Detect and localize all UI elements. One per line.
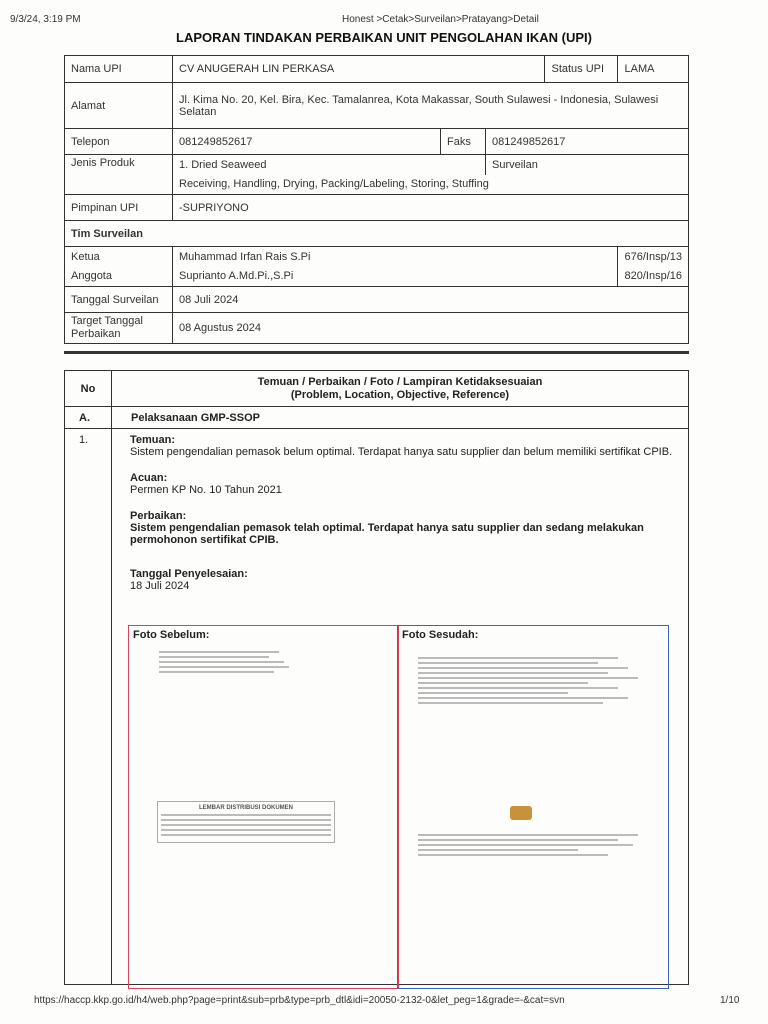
col-header-sub: (Problem, Location, Objective, Reference): [290, 388, 510, 401]
tim-label: Tim Surveilan: [65, 221, 689, 247]
page-title: LAPORAN TINDAKAN PERBAIKAN UNIT PENGOLAHAN IKAN (UPI): [176, 30, 592, 45]
temuan-label: Temuan:: [130, 434, 176, 446]
after-doc-preview: [418, 654, 648, 707]
col-header-main: Temuan / Perbaikan / Foto / Lampiran Ketidaksesuaian: [257, 375, 543, 388]
jenis-value: 1. Dried Seaweed: [173, 155, 486, 175]
perbaikan-text: Sistem pengendalian pemasok telah optimal. Terdapat hanya satu supplier dan sedang melakukan permohonon sertifikat CPIB.: [130, 522, 644, 546]
target-value: 08 Agustus 2024: [173, 313, 689, 344]
proses-value: Receiving, Handling, Drying, Packing/Labeling, Storing, Stuffing: [173, 175, 689, 195]
anggota-value: Suprianto A.Md.Pi.,S.Pi: [173, 267, 618, 287]
print-datetime: 9/3/24, 3:19 PM: [10, 14, 81, 25]
anggota-label: Anggota: [65, 267, 173, 287]
distribution-doc-thumbnail: [157, 801, 335, 843]
tanggal-text: 18 Juli 2024: [130, 580, 190, 592]
photo-before-frame: [128, 625, 399, 989]
status-value: LAMA: [618, 56, 689, 83]
breadcrumb: Honest >Cetak>Surveilan>Pratayang>Detail: [342, 14, 539, 25]
tanggal-label: Tanggal Penyelesaian:: [130, 568, 248, 580]
ketua-label: Ketua: [65, 247, 173, 267]
item-no: 1.: [65, 429, 112, 985]
page-number: 1/10: [720, 995, 740, 1006]
telepon-value: 081249852617: [173, 129, 441, 155]
item-content: [130, 434, 678, 592]
garuda-emblem-icon: [510, 806, 532, 820]
perbaikan-label: Perbaikan:: [130, 510, 187, 522]
alamat-label: Alamat: [65, 83, 173, 129]
jenis-label: Jenis Produk: [65, 155, 173, 195]
pimpinan-value: -SUPRIYONO: [173, 195, 689, 221]
pimpinan-label: Pimpinan UPI: [65, 195, 173, 221]
faks-value: 081249852617: [486, 129, 689, 155]
no-header: No: [65, 371, 112, 407]
foto-sesudah-label: Foto Sesudah:: [402, 629, 479, 641]
before-doc-preview: [159, 648, 299, 676]
acuan-label: Acuan:: [130, 472, 168, 484]
photo-after-frame: [397, 625, 669, 989]
tgl-value: 08 Juli 2024: [173, 287, 689, 313]
footer-url: https://haccp.kkp.go.id/h4/web.php?page=print&sub=prb&type=prb_dtl&idi=20050-2132-0&let_peg=1&grade=-&cat=svn: [34, 995, 565, 1006]
separator: [64, 351, 689, 354]
acuan-text: Permen KP No. 10 Tahun 2021: [130, 484, 282, 496]
section-letter: A.: [65, 407, 112, 429]
nama-value: CV ANUGERAH LIN PERKASA: [173, 56, 545, 83]
nama-label: Nama UPI: [65, 56, 173, 83]
anggota-no: 820/Insp/16: [618, 267, 689, 287]
distribution-doc-heading: LEMBAR DISTRIBUSI DOKUMEN: [199, 805, 293, 811]
temuan-text: Sistem pengendalian pemasok belum optimal. Terdapat hanya satu supplier dan belum memiliki sertifikat CPIB.: [130, 446, 673, 458]
ketua-value: Muhammad Irfan Rais S.Pi: [173, 247, 618, 267]
after-doc-preview-lower: [418, 831, 648, 859]
tgl-label: Tanggal Surveilan: [65, 287, 173, 313]
faks-label: Faks: [441, 129, 486, 155]
target-label: Target Tanggal Perbaikan: [65, 313, 173, 344]
status-label: Status UPI: [545, 56, 618, 83]
upi-info-table: [64, 55, 689, 344]
ketua-no: 676/Insp/13: [618, 247, 689, 267]
foto-sebelum-label: Foto Sebelum:: [133, 629, 210, 641]
surveilan-label: Surveilan: [486, 155, 689, 175]
telepon-label: Telepon: [65, 129, 173, 155]
section-title: Pelaksanaan GMP-SSOP: [112, 407, 689, 429]
alamat-value: Jl. Kima No. 20, Kel. Bira, Kec. Tamalanrea, Kota Makassar, South Sulawesi - Indonesia, Sulawesi Selatan: [173, 83, 689, 129]
